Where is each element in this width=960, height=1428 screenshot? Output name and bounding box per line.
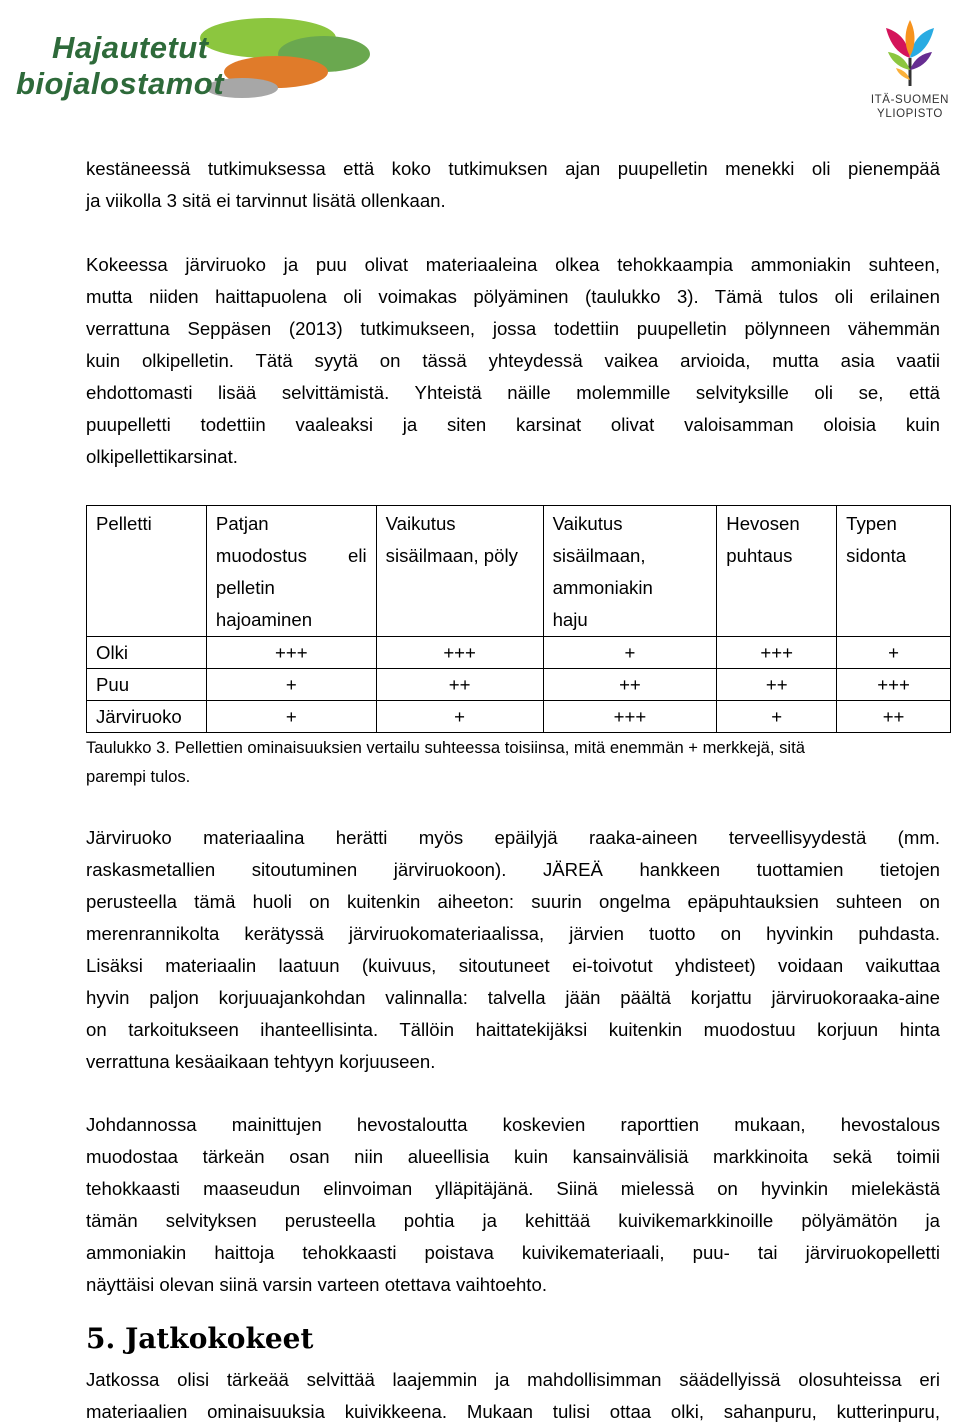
header-line: haju [552,609,588,630]
text-line: tehokkaasti maaseudun elinvoiman ylläpitäjänä. Siinä mielessä on hyvinkin mielekästä [86,1178,940,1199]
table-cell: + [837,637,951,669]
caption-line: parempi tulos. [86,767,191,786]
header-line: sidonta [846,545,907,566]
text-line: raskasmetallien sitoutuminen järviruokoon). JÄREÄ hankkeen tuottamien tietojen [86,859,940,880]
header-line: pelletin [215,577,275,598]
paragraph-1 [86,153,940,217]
table-caption [86,733,940,791]
header-line: Vaikutus [552,513,623,534]
header-vaikutus-poly [376,506,543,637]
header-line: Hevosen [726,513,800,534]
table-cell: + [376,701,543,733]
pellet-comparison-table [86,505,951,733]
text-line: olkipellettikarsinat. [86,446,238,467]
text-line: Järviruoko materiaalina herätti myös epäilyjä raaka-aineen terveellisyydestä (mm. [86,827,940,848]
hajautetut-biojalostamot-logo [6,8,376,108]
text-line: materiaalien ominaisuuksia kuivikkeena. Mukaan tulisi ottaa olki, sahanpuru, kutterinpuru, [86,1401,940,1422]
row-label: Puu [87,669,207,701]
table-cell: ++ [376,669,543,701]
text-line: Lisäksi materiaalin laatuun (kuivuus, sitoutuneet ei-toivotut yhdisteet) voidaan vaikuttaa [86,955,940,976]
header-line: Pelletti [96,513,152,534]
text-line: verrattuna Seppäsen (2013) tutkimukseen, jossa todettiin puupelletin pölynneen vähemmän [86,318,940,339]
table-cell: +++ [376,637,543,669]
header-line: puhtaus [726,545,793,566]
caption-line: Taulukko 3. Pellettien ominaisuuksien vertailu suhteessa toisiinsa, mitä enemmän + merkkejä, sitä [86,738,805,757]
logo-word-1: Hajautetut [52,30,209,65]
text-line: verrattuna kesäaikaan tehtyyn korjuuseen. [86,1051,436,1072]
header-hevosen-puhtaus [717,506,837,637]
table-cell: ++ [543,669,717,701]
text-line: perusteella tämä huoli on kuitenkin aiheeton: suurin ongelma epäpuhtauksien suhteen on [86,891,940,912]
text-line: mutta niiden haittapuolena oli voimakas pölyäminen (taulukko 3). Tämä tulos oli erilainen [86,286,940,307]
text-line: kestäneessä tutkimuksessa että koko tutkimuksen ajan puupelletin menekki oli pienempää [86,158,940,179]
table-cell: +++ [837,669,951,701]
table-row [87,701,951,733]
table-cell: ++ [837,701,951,733]
header-line: muodostus eli [215,545,367,566]
ita-suomen-yliopisto-logo [862,18,958,128]
text-line: ammoniakin haittoja tehokkaasti poistava kuivikemateriaali, puu- tai järviruokopelletti [86,1242,940,1263]
section-heading: 5. Jatkokokeet [86,1322,314,1355]
header-line: sisäilmaan, pöly [385,545,518,566]
logo-word-2: biojalostamot [16,66,225,101]
paragraph-3 [86,822,940,1078]
header-patjan-muodostus [206,506,376,637]
paragraph-2 [86,249,940,473]
row-label: Olki [87,637,207,669]
header-line: Patjan [215,513,269,534]
header-line: Typen [846,513,897,534]
text-line: Kokeessa järviruoko ja puu olivat materiaaleina olkea tehokkaampia ammoniakin suhteen, [86,254,940,275]
text-line: on tarkoitukseen ihanteellisinta. Tällöin haittatekijäksi kuitenkin muodostuu korjuun hinta [86,1019,940,1040]
text-line: kuin olkipelletin. Tätä syytä on tässä yhteydessä vaikea arvioida, mutta asia vaatii [86,350,940,371]
table-cell: +++ [717,637,837,669]
text-line: muodostaa tärkeän osan niin alueellisia kuin kansainvälisiä markkinoita sekä toimii [86,1146,940,1167]
header-line: Vaikutus [385,513,456,534]
text-line: tämän selvityksen perusteella pohtia ja kehittää kuivikemarkkinoille pölyämätön ja [86,1210,940,1231]
paragraph-5 [86,1364,940,1428]
header-vaikutus-ammoniakki [543,506,717,637]
table-cell: + [717,701,837,733]
table-cell: + [206,701,376,733]
table-cell: + [206,669,376,701]
header-pelletti [87,506,207,637]
university-emblem-icon [880,18,940,88]
table-row [87,637,951,669]
table-cell: + [543,637,717,669]
table-cell: +++ [543,701,717,733]
text-line: merenrannikolta kerätyssä järviruokomateriaalissa, järvien tuotto on hyvinkin puhdasta. [86,923,940,944]
text-line: Johdannossa mainittujen hevostaloutta koskevien raporttien mukaan, hevostalous [86,1114,940,1135]
table-cell: ++ [717,669,837,701]
text-line: puupelletti todettiin vaaleaksi ja siten karsinat olivat valoisamman oloisia kuin [86,414,940,435]
table-header-row [87,506,951,637]
text-line: näyttäisi olevan siinä varsin varteen otettava vaihtoehto. [86,1274,547,1295]
header-line: sisäilmaan, [552,545,646,566]
text-line: ehdottomasti lisää selvittämistä. Yhteistä näille molemmille selvityksille oli se, että [86,382,940,403]
university-name-line-2: YLIOPISTO [877,108,943,120]
table-cell: +++ [206,637,376,669]
header-typen-sidonta [837,506,951,637]
row-label: Järviruoko [87,701,207,733]
header-line: hajoaminen [215,609,313,630]
text-line: hyvin paljon korjuuajankohdan valinnalla: talvella jään päältä korjattu järviruokoraaka-aine [86,987,940,1008]
paragraph-4 [86,1109,940,1301]
text-line: ja viikolla 3 sitä ei tarvinnut lisätä ollenkaan. [86,190,446,211]
text-line: Jatkossa olisi tärkeää selvittää laajemmin ja mahdollisimman säädellyissä olosuhteissa eri [86,1369,940,1390]
university-name-line-1: ITÄ-SUOMEN [870,94,950,106]
header-line: ammoniakin [552,577,653,598]
table-row [87,669,951,701]
